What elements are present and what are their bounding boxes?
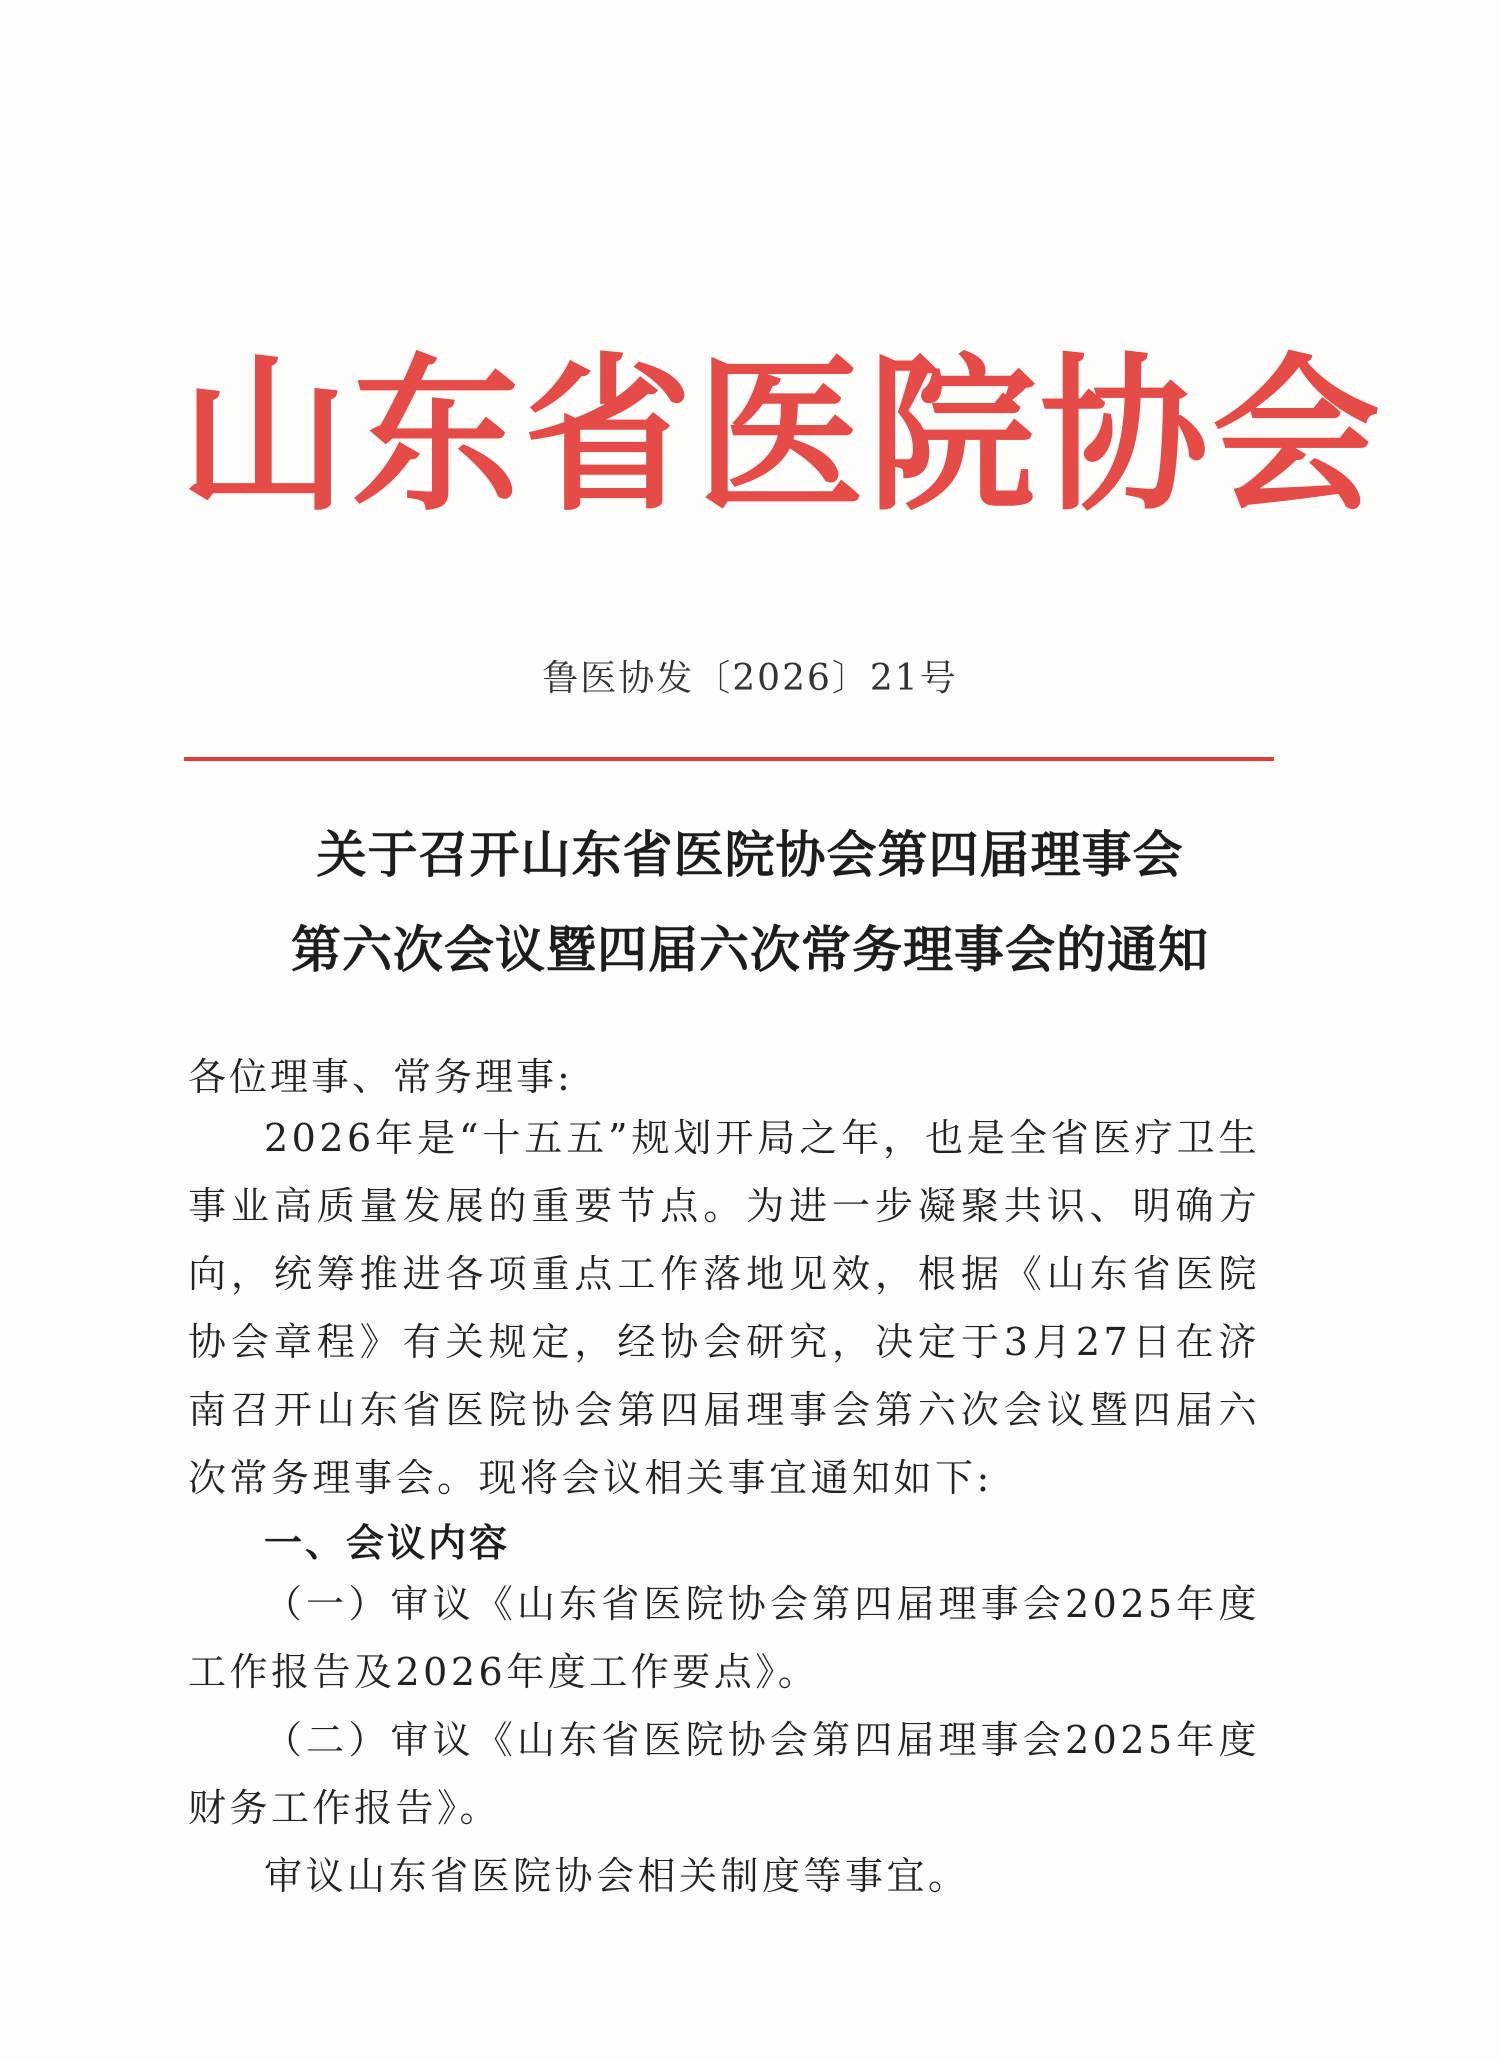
agenda-item-3: 审议山东省医院协会相关制度等事宜。 xyxy=(264,1854,970,1898)
agenda-item-1: （一）审议《山东省医院协会第四届理事会2025年度工作报告及2026年度工作要点》。 xyxy=(188,1582,1260,1694)
masthead-organization-name: 山东省医院协会 xyxy=(180,336,1384,534)
document-number: 鲁医协发〔2026〕21号 xyxy=(542,658,958,699)
section-heading-meeting-content: 一、会议内容 xyxy=(264,1520,511,1565)
agenda-item-2: （二）审议《山东省医院协会第四届理事会2025年度财务工作报告》。 xyxy=(188,1718,1260,1830)
notice-title-line-1: 关于召开山东省医院协会第四届理事会 xyxy=(316,825,1184,884)
red-divider-line xyxy=(184,757,1274,761)
intro-paragraph: 2026年是“十五五”规划开局之年，也是全省医疗卫生事业高质量发展的重要节点。为进一步凝聚共识、明确方向，统筹推进各项重点工作落地见效，根据《山东省医院协会章程》有关规定，经协会研究，决定于3月27日在济南召开山东省医院协会第四届理事会第六次会议暨四届六次常务理事会。现将会议相关事宜通知如下: xyxy=(188,1116,1260,1500)
notice-title-line-2: 第六次会议暨四届六次常务理事会的通知 xyxy=(291,920,1209,979)
salutation: 各位理事、常务理事: xyxy=(188,1055,573,1099)
